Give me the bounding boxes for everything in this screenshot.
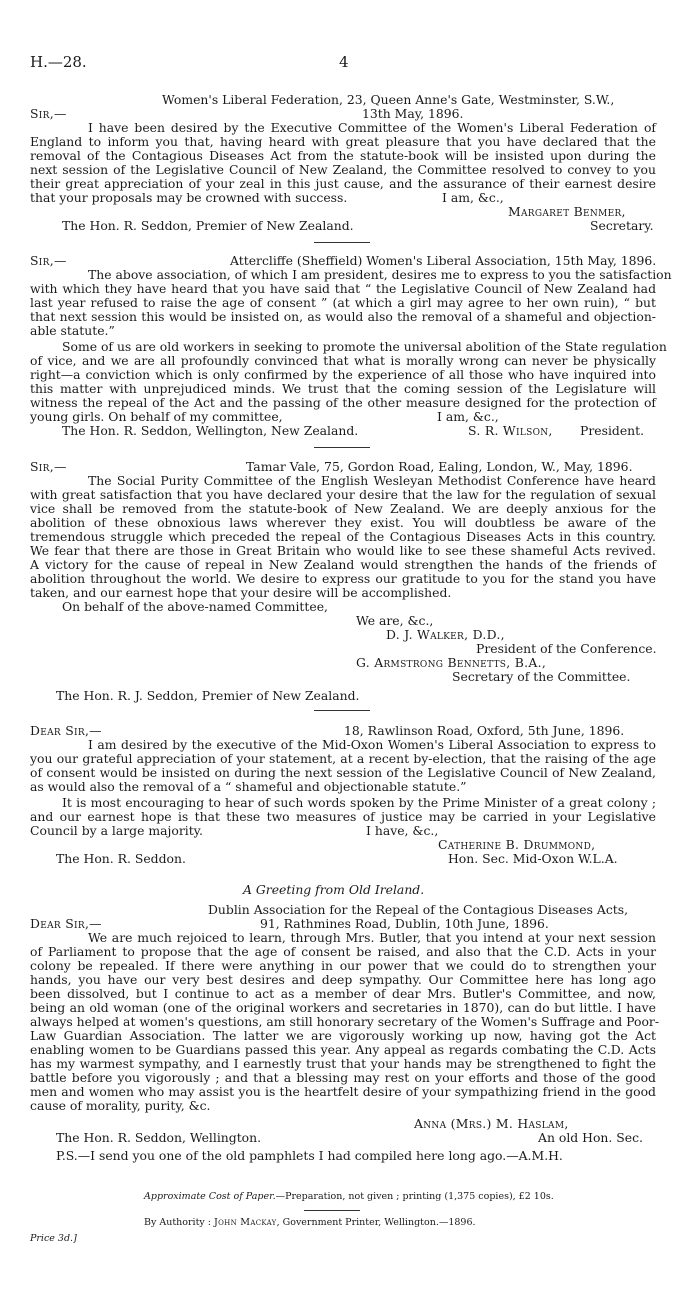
letter-line: On behalf of the above-named Committee,	[62, 599, 328, 614]
letter-signature: Margaret Benmer,	[508, 204, 626, 219]
letter-line: Some of us are old workers in seeking to promote the universal abolition of the State regulation	[62, 339, 667, 354]
letter-line: A victory for the cause of repeal in New Zealand would strengthen the hands of the friends of	[30, 557, 656, 572]
letter-line: taken, and our earnest hope that your desire will be accomplished.	[30, 585, 452, 600]
section-divider	[314, 447, 370, 448]
letter-line: and our earnest hope is that these two measures of justice may be carried in your Legislative	[30, 809, 656, 824]
section-divider	[314, 710, 370, 711]
letter-signatory-title: Secretary.	[590, 218, 654, 233]
letter-line: their great appreciation of your zeal in this just cause, and the assurance of their earnest desire	[30, 176, 656, 191]
letter-signature: Anna (Mrs.) M. Haslam,	[414, 1116, 569, 1131]
letter-salutation: Dear Sir,—	[30, 723, 102, 738]
cost-text: —Preparation, not given ; printing (1,375 copies), £2 10s.	[275, 1191, 554, 1202]
letter-line: Law Guardian Association. The latter we are vigorously working up now, having got the Act	[30, 1028, 656, 1043]
letter-line: battle before you vigorously ; and that a blessing may rest on your efforts and those of the good	[30, 1070, 656, 1085]
price-note: Price 3d.]	[30, 1233, 77, 1244]
letter-closing: I am, &c.,	[437, 409, 499, 424]
letter-date: 13th May, 1896.	[362, 106, 464, 121]
letter-addressee: The Hon. R. Seddon, Wellington.	[56, 1130, 262, 1145]
letter-signature: G. Armstrong Bennetts, B.A.,	[356, 655, 547, 670]
letter-address: 91, Rathmines Road, Dublin, 10th June, 1896.	[260, 916, 549, 931]
letter-line: you our grateful appreciation of your statement, at a recent by-election, that the raising of the age	[30, 751, 656, 766]
letter-line: witness the repeal of the Act and the passing of the other measure designed for the protection of	[30, 395, 656, 410]
letter-signature: D. J. Walker, D.D.,	[386, 627, 505, 642]
letter-line: next session of the Legislative Council of New Zealand, the Committee resolved to convey to you	[30, 162, 656, 177]
letter-line: It is most encouraging to hear of such words spoken by the Prime Minister of a great colony ;	[62, 795, 656, 810]
letter-line: We fear that there are those in Great Britain who would like to see these shameful Acts revived.	[30, 543, 656, 558]
letter-closing: I have, &c.,	[366, 823, 439, 838]
letter-addressee: The Hon. R. Seddon, Wellington, New Zealand.	[62, 423, 359, 438]
letter-addressee: The Hon. R. Seddon, Premier of New Zealand.	[62, 218, 354, 233]
letter-line: being an old woman (one of the original workers and secretaries in 1870), can do but little. I have	[30, 1000, 656, 1015]
letter-signatory-title: President of the Conference.	[476, 641, 657, 656]
letter-signatory-title: Hon. Sec. Mid-Oxon W.L.A.	[448, 851, 618, 866]
letter-salutation: Sir,—	[30, 106, 67, 121]
letter-address: Tamar Vale, 75, Gordon Road, Ealing, London, W., May, 1896.	[246, 459, 633, 474]
letter-line: Council by a large majority.	[30, 823, 203, 838]
printer-name: John Mackay	[214, 1217, 277, 1228]
letter-line: right—a conviction which is only confirmed by the experience of all those who have inquired into	[30, 367, 656, 382]
letter-line: has my warmest sympathy, and I earnestly trust that your hands may be strengthened to fight the	[30, 1056, 656, 1071]
letter-line: with great satisfaction that you have declared your desire that the law for the regulation of sexual	[30, 487, 656, 502]
letter-address: 18, Rawlinson Road, Oxford, 5th June, 1896.	[344, 723, 625, 738]
letter-line: removal of the Contagious Diseases Act from the statute-book will be insisted upon during the	[30, 148, 656, 163]
letter-line: vice shall be removed from the statute-book of New Zealand. We are deeply anxious for the	[30, 501, 656, 516]
printer-authority	[144, 1216, 476, 1230]
letter-line: hands, you have our very best desires and deep sympathy. Our Committee here has long ago	[30, 972, 656, 987]
letter-closing: I am, &c.,	[442, 190, 504, 205]
letter-signatory-title: An old Hon. Sec.	[538, 1130, 643, 1145]
letter-line: men and women who may assist you is the heartfelt desire of your sympathizing friend in the good	[30, 1084, 656, 1099]
letter-line: always helped at women's questions, am still honorary secretary of the Women's Suffrage and Poor-	[30, 1014, 660, 1029]
letter-line: able statute.”	[30, 323, 115, 338]
letter-heading: A Greeting from Old Ireland.	[243, 882, 425, 897]
letter-signature: Catherine B. Drummond,	[438, 837, 596, 852]
letter-line: England to inform you that, having heard with great pleasure that you have declared that the	[30, 134, 656, 149]
letter-line: cause of morality, purity, &c.	[30, 1098, 211, 1113]
letter-line: abolition throughout the world. We desire to express our gratitude to you for the stand you have	[30, 571, 656, 586]
letter-salutation: Sir,—	[30, 459, 67, 474]
letter-addressee: The Hon. R. J. Seddon, Premier of New Zealand.	[56, 688, 360, 703]
letter-line: as would also the removal of a “ shameful and objectionable statute.”	[30, 779, 467, 794]
letter-line: I am desired by the executive of the Mid-Oxon Women's Liberal Association to express to	[88, 737, 656, 752]
letter-line: that next session this would be insisted on, as would also the removal of a shameful and objection-	[30, 309, 656, 324]
letter-line: with which they have heard that you have said that “ the Legislative Council of New Zealand had	[30, 281, 656, 296]
cost-label: Approximate Cost of Paper.	[144, 1191, 276, 1202]
letter-line: I have been desired by the Executive Committee of the Women's Liberal Federation of	[88, 120, 656, 135]
letter-line: The above association, of which I am president, desires me to express to you the satisfaction	[88, 267, 672, 282]
letter-line: that your proposals may be crowned with success.	[30, 190, 348, 205]
page-number: 4	[339, 53, 349, 71]
cost-note	[144, 1190, 554, 1204]
letter-line: this matter with unprejudiced minds. We trust that the coming session of the Legislature will	[30, 381, 656, 396]
letter-line: abolition of these obnoxious laws wherever they exist. You will doubtless be aware of the	[30, 515, 656, 530]
letter-line: last year refused to raise the age of consent ” (at which a girl may agree to her own ruin), “ but	[30, 295, 656, 310]
letter-addressee: The Hon. R. Seddon.	[56, 851, 186, 866]
letter-address: Dublin Association for the Repeal of the Contagious Diseases Acts,	[208, 902, 629, 917]
letter-line: of consent would be insisted on during the next session of the Legislative Council of New Zealand,	[30, 765, 656, 780]
letter-line: been dissolved, but I continue to act as a member of dear Mrs. Butler's Committee, and now,	[30, 986, 656, 1001]
letter-signature: S. R. Wilson,	[468, 423, 553, 438]
letter-salutation: Sir,—	[30, 253, 67, 268]
letter-line: colony be repealed. If there were anything in our power that we could do to strengthen your	[30, 958, 656, 973]
letter-line: enabling women to be Guardians passed this year. Any appeal as regards combating the C.D. Acts	[30, 1042, 656, 1057]
footer-divider	[304, 1210, 360, 1211]
authority-suffix: , Government Printer, Wellington.—1896.	[276, 1217, 476, 1228]
letter-line: of vice, and we are all profoundly convinced that what is morally wrong can never be physically	[30, 353, 656, 368]
letter-line: We are much rejoiced to learn, through Mrs. Butler, that you intend at your next session	[88, 930, 656, 945]
letter-closing: We are, &c.,	[356, 613, 434, 628]
letter-postscript: P.S.—I send you one of the old pamphlets I had compiled here long ago.—A.M.H.	[56, 1148, 563, 1163]
letter-line: The Social Purity Committee of the English Wesleyan Methodist Conference have heard	[88, 473, 656, 488]
letter-line: young girls. On behalf of my committee,	[30, 409, 283, 424]
letter-signatory-title: President.	[580, 423, 645, 438]
authority-prefix: By Authority :	[144, 1217, 215, 1228]
letter-salutation: Dear Sir,—	[30, 916, 102, 931]
letter-line: of Parliament to propose that the age of consent be raised, and also that the C.D. Acts in your	[30, 944, 656, 959]
letter-address: Attercliffe (Sheffield) Women's Liberal Association, 15th May, 1896.	[230, 253, 657, 268]
section-divider	[314, 242, 370, 243]
letter-signatory-title: Secretary of the Committee.	[452, 669, 631, 684]
report-reference: H.—28.	[30, 53, 87, 71]
letter-line: tremendous struggle which preceded the repeal of the Contagious Diseases Acts in this country.	[30, 529, 656, 544]
letter-address: Women's Liberal Federation, 23, Queen Anne's Gate, Westminster, S.W.,	[162, 92, 615, 107]
